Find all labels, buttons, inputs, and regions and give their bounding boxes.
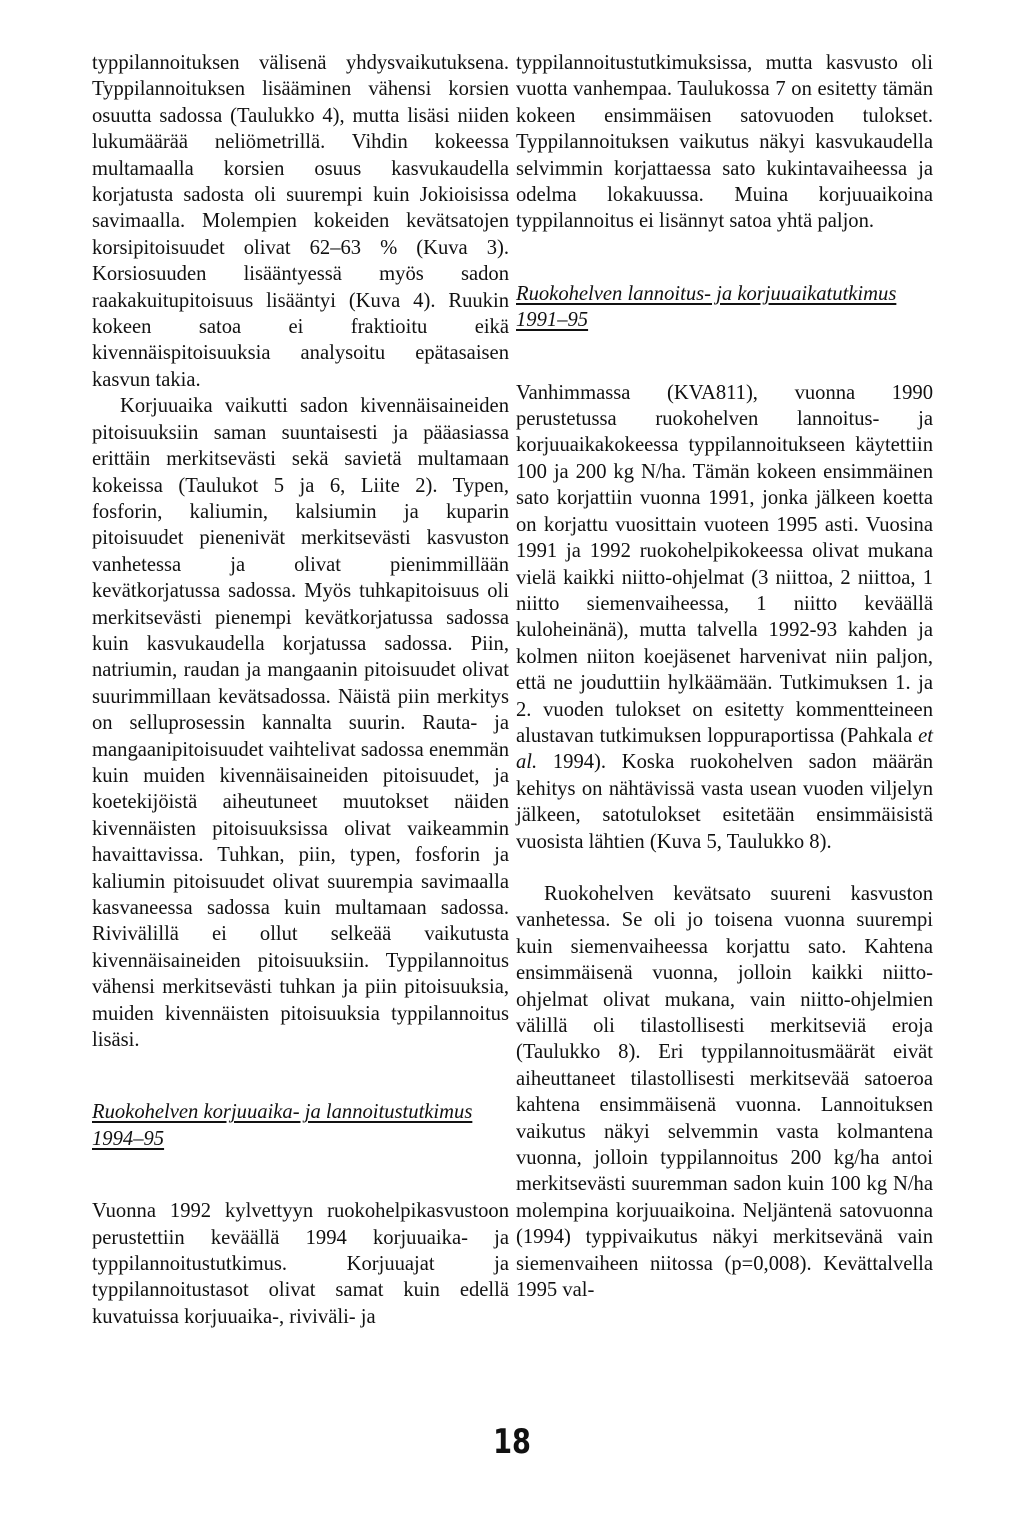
left-column <box>92 50 509 1330</box>
citation-et-al: et al. <box>516 724 933 774</box>
page-number: 18 <box>493 1422 531 1462</box>
right-paragraph-2 <box>516 380 933 855</box>
right-column <box>516 50 933 1303</box>
right-paragraph-3: Ruokohelven kevätsato suureni kasvuston vanhetessa. Se oli jo toisena vuonna suurempi kuin siemenvaiheessa korjattu sato. Kahtena ensimmäisenä vuonna, jolloin kaikki niitto-ohjelmat olivat mukana, vain niitto-ohjelmien välillä oli tilastollisesti merkitseviä eroja (Taulukko 8). Eri typpilannoitusmäärät eivät aiheuttaneet tilastollisesti merkitsevää satoeroa kahtena ensimmäisenä vuonna. Lannoituksen vaikutus näkyi selvemmin vasta kolmantena vuonna, jolloin typpilannoitus 200 kg/ha antoi merkitsevästi suuremman sadon kuin 100 kg N/ha molempina korjuuaikoina. Neljäntenä satovuonna (1994) typpivaikutus näkyi merkitsevänä vain siemenvaiheen niitossa (p=0,008). Kevättalvella 1995 val- <box>516 882 933 1302</box>
left-paragraph-1: typpilannoituksen välisenä yhdysvaikutuksena. Typpilannoituksen lisääminen vähensi korsien osuutta sadossa (Taulukko 4), mutta lisäsi niiden lukumäärää neliömetrillä. Vihdin kokeessa multamaalla korsien osuus kasvukaudella korjatusta sadosta oli suurempi kuin Jokioisissa savimaalla. Molempien kokeiden kevätsatojen korsipitoisuudet olivat 62–63 % (Kuva 3). Korsiosuuden lisääntyessä myös sadon raakakuitupitoisuus lisääntyi (Kuva 4). Ruukin kokeen satoa ei fraktioitu eikä kivennäispitoisuuksia analysoitu epätasaisen kasvun takia. <box>92 52 509 391</box>
right-paragraph-2-part-a: Vanhimmassa (KVA811), vuonna 1990 perustetussa ruokohelven lannoitus- ja korjuuaikakokeessa typpilannoitukseen käytettiin 100 ja 200 kg N/ha. Tämän kokeen ensimmäinen sato korjattiin vuonna 1991, jonka jälkeen koetta on korjattu vuosittain vuoteen 1995 asti. Vuosina 1991 ja 1992 ruokohelpikokeessa olivat mukana vielä kaikki niitto-ohjelmat (3 niittoa, 2 niittoa, 1 niitto siemenvaiheessa, 1 niitto keväällä kuloheinänä), mutta talvella 1992-93 kahden ja kolmen niiton koejäsenet harvenivat niin paljon, että ne jouduttiin hylkäämään. Tutkimuksen 1. ja 2. vuoden tulokset on esitetty kommentteineen alustavan tutkimuksen loppuraportissa (Pahkala <box>516 381 933 747</box>
left-paragraph-3: Vuonna 1992 kylvettyyn ruokohelpikasvustoon perustettiin keväällä 1994 korjuuaika- ja typpilannoitustutkimus. Korjuuajat ja typpilannoitustasot olivat samat kuin edellä kuvatuissa korjuuaika-, riviväli- ja <box>92 1200 509 1328</box>
right-paragraph-2-part-b: 1994). Koska ruokohelven sadon määrän kehitys on nähtävissä vasta usean vuoden viljelyn jälkeen, satotulokset esitetään ensimmäisistä vuosista lähtien (Kuva 5, Taulukko 8). <box>516 751 933 853</box>
section-heading-1994-95: Ruokohelven korjuuaika- ja lannoitustutkimus 1994–95 <box>92 1101 473 1150</box>
section-heading-1991-95: Ruokohelven lannoitus- ja korjuuaikatutkimus 1991–95 <box>516 282 897 332</box>
right-paragraph-1: typpilannoitustutkimuksissa, mutta kasvusto oli vuotta vanhempaa. Taulukossa 7 on esitetty tämän kokeen ensimmäisen satovuoden tulokset. Typpilannoituksen vaikutus näkyi kasvukaudella selvimmin korjattaessa sato kukintavaiheessa ja odelma lokakuussa. Muina korjuuaikoina typpilannoitus ei lisännyt satoa yhtä paljon. <box>516 52 933 233</box>
left-paragraph-2: Korjuuaika vaikutti sadon kivennäisaineiden pitoisuuksiin saman suuntaisesti ja pääasiassa erittäin merkitsevästi sekä savietä multamaan kokeissa (Taulukot 5 ja 6, Liite 2). Typen, fosforin, kaliumin, kalsiumin ja kuparin pitoisuudet pienenivät merkitsevästi kasvuston vanhetessa ja olivat pienimmillään kevätkorjatussa sadossa. Myös tuhkapitoisuus oli merkitsevästi pienempi kevätkorjatussa sadossa kuin kasvukaudella korjatussa sadossa. Piin, natriumin, raudan ja mangaanin pitoisuudet olivat suurimmillaan kevätsadossa. Näistä piin merkitys on selluprosessin kannalta suurin. Rauta- ja mangaanipitoisuudet vaihtelivat sadossa enemmän kuin muiden kivennäisaineiden pitoisuudet, ja koetekijöistä aiheutuneet muutokset näiden kivennäisten pitoisuuksissa olivat vaikeammin havaittavissa. Tuhkan, piin, typen, fosforin ja kaliumin pitoisuudet olivat suurempia savimaalla kasvaneessa sadossa kuin multamaan sadossa. Rivivälillä ei ollut selkeää vaikutusta kivennäisaineiden pitoisuuksiin. Typpilannoitus vähensi merkitsevästi tuhkan ja piin pitoisuuksia, muiden kivennäisten pitoisuuksia typpilannoitus lisäsi. <box>92 395 509 1052</box>
